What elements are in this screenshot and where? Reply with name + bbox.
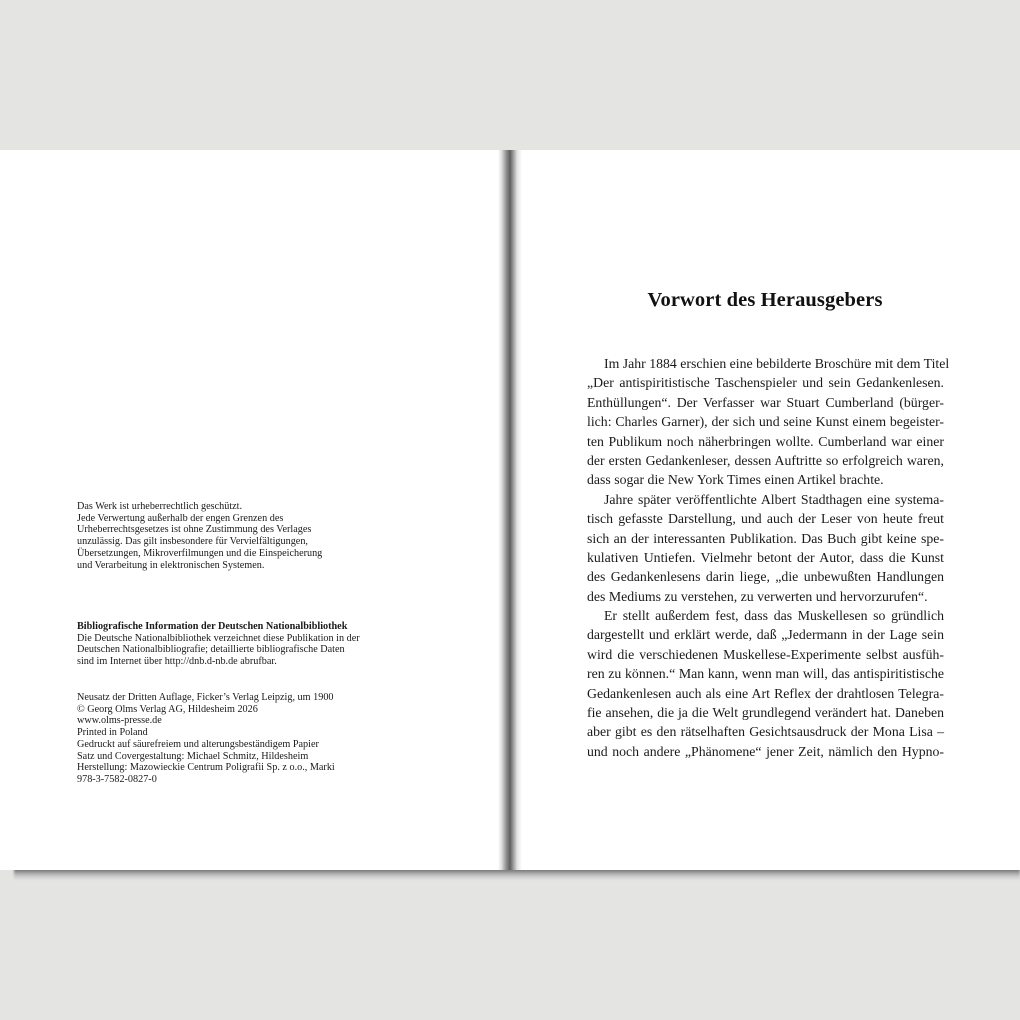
copyright-notice bbox=[77, 501, 407, 571]
paragraph-line: wird die verschiedenen Muskellese-Experimente selbst ausfüh- bbox=[587, 646, 944, 662]
paragraph-line: aber gibt es den rätselhaften Gesichtsausdruck der Mona Lisa – bbox=[587, 724, 944, 740]
production-credit: Herstellung: Mazowieckie Centrum Poligrafii Sp. z o.o., Marki bbox=[77, 762, 335, 774]
paragraph-line: ren zu können.“ Man kann, wenn man will, das antispiritistische bbox=[587, 666, 944, 682]
paper-info: Gedruckt auf säurefreiem und alterungsbeständigem Papier bbox=[77, 738, 319, 750]
paragraph-line: kulativen Untiefen. Vielmehr betont der Autor, dass die Kunst bbox=[587, 549, 944, 565]
left-page bbox=[0, 150, 510, 870]
right-page bbox=[510, 150, 1020, 870]
bibliographic-line: Die Deutsche Nationalbibliothek verzeichnet diese Publikation in der bbox=[77, 632, 360, 644]
book-spine-shadow bbox=[498, 150, 522, 870]
edition-information bbox=[77, 692, 407, 786]
paragraph-line: dass sogar die New York Times einen Artikel brachte. bbox=[587, 472, 884, 488]
bibliographic-heading: Bibliografische Information der Deutschen Nationalbibliothek bbox=[77, 621, 348, 632]
copyright-line: Das Werk ist urheberrechtlich geschützt. bbox=[77, 501, 243, 512]
edition-line: Neusatz der Dritten Auflage, Ficker’s Verlag Leipzig, um 1900 bbox=[77, 692, 334, 703]
publisher-website: www.olms-presse.de bbox=[77, 715, 162, 727]
paragraph-line: der ersten Gedankenleser, dessen Auftritte so erfolgreich waren, bbox=[587, 452, 944, 468]
paragraph-line: tisch gefasste Darstellung, und auch der Leser von heute freut bbox=[587, 511, 944, 527]
print-location: Printed in Poland bbox=[77, 727, 148, 739]
copyright-holder: © Georg Olms Verlag AG, Hildesheim 2026 bbox=[77, 703, 258, 715]
bibliographic-information bbox=[77, 621, 407, 668]
bibliographic-line: sind im Internet über http://dnb.d-nb.de abrufbar. bbox=[77, 656, 277, 668]
copyright-line: unzulässig. Das gilt insbesondere für Vervielfältigungen, bbox=[77, 536, 308, 548]
paragraph-line: fie ansehen, die ja die Welt grundlegend verändert hat. Daneben bbox=[587, 705, 944, 721]
paragraph-line: sich an der interessanten Publikation. Das Buch gibt keine spe- bbox=[587, 530, 944, 546]
copyright-line: Urheberrechtsgesetzes ist ohne Zustimmung des Verlages bbox=[77, 524, 312, 536]
bibliographic-line: Deutschen Nationalbibliografie; detaillierte bibliografische Daten bbox=[77, 644, 345, 656]
paragraph-line: und noch andere „Phänomene“ jener Zeit, nämlich den Hypno- bbox=[587, 743, 944, 759]
copyright-line: und Verarbeitung in elektronischen Systemen. bbox=[77, 559, 265, 571]
paragraph-line: ten Publikum noch näherbringen wollte. Cumberland war einer bbox=[587, 433, 944, 449]
copyright-line: Übersetzungen, Mikroverfilmungen und die Einspeicherung bbox=[77, 547, 323, 559]
paragraph-line: Er stellt außerdem fest, dass das Muskellesen so gründlich bbox=[604, 608, 944, 624]
paragraph-line: lich: Charles Garner), der sich und seine Kunst einem begeister- bbox=[587, 414, 944, 430]
paragraph-line: Gedankenlesen auch als eine Art Reflex der drahtlosen Telegra- bbox=[587, 685, 944, 701]
paragraph-line: Jahre später veröffentlichte Albert Stadthagen eine systema- bbox=[604, 491, 944, 507]
paragraph-line: dargestellt und erklärt werde, daß „Jedermann in der Lage sein bbox=[587, 627, 944, 643]
paragraph-line: „Der antispiritistische Taschenspieler und sein Gedankenlesen. bbox=[587, 375, 944, 391]
chapter-title: Vorwort des Herausgebers bbox=[647, 289, 883, 311]
preface-body bbox=[587, 354, 950, 761]
isbn: 978-3-7582-0827-0 bbox=[77, 773, 157, 785]
paragraph-line: Enthüllungen“. Der Verfasser war Stuart Cumberland (bürger- bbox=[587, 394, 944, 410]
paragraph-line: des Mediums zu verstehen, zu verwerten und hervorzurufen“. bbox=[587, 588, 928, 604]
copyright-line: Jede Verwertung außerhalb der engen Grenzen des bbox=[77, 512, 284, 524]
paragraph-line: des Gedankenlesens darin liege, „die unbewußten Handlungen bbox=[587, 569, 944, 585]
typesetting-credit: Satz und Covergestaltung: Michael Schmitz, Hildesheim bbox=[77, 750, 309, 762]
paragraph-line: Im Jahr 1884 erschien eine bebilderte Broschüre mit dem Titel bbox=[604, 356, 950, 371]
